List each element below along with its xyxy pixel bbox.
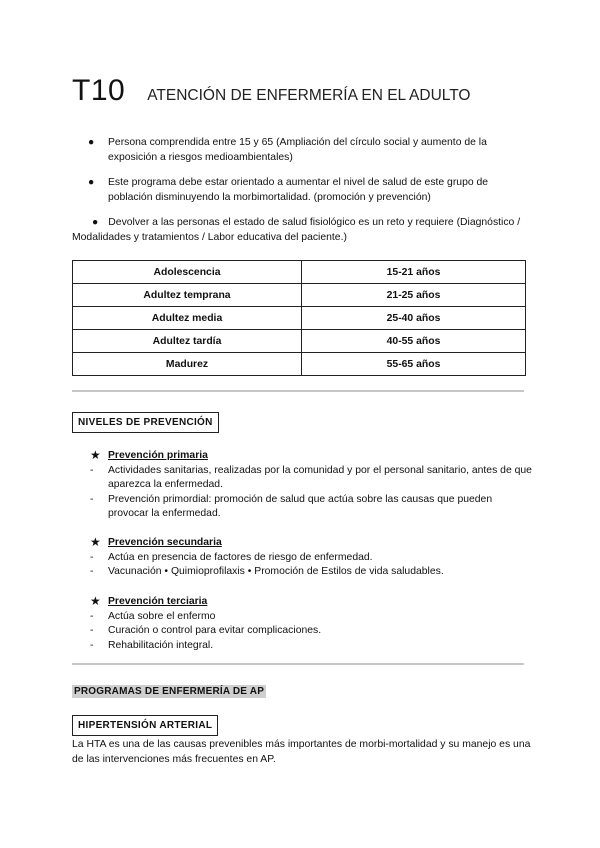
stage-cell: Adultez tardía xyxy=(73,330,302,353)
stage-cell: Adultez media xyxy=(73,307,302,330)
dash-icon: - xyxy=(90,493,94,505)
range-cell: 25-40 años xyxy=(302,307,526,330)
title-number: T10 xyxy=(72,74,126,107)
dash-icon: - xyxy=(90,566,94,577)
dash-icon: - xyxy=(90,639,94,651)
list-item: - Actúa sobre el enfermo xyxy=(72,610,532,625)
page-title xyxy=(72,74,470,108)
bullet-dot-icon: ● xyxy=(92,217,99,228)
title-text: ATENCIÓN DE ENFERMERÍA EN EL ADULTO xyxy=(147,87,471,104)
table-row xyxy=(73,330,526,353)
bullet-item xyxy=(72,216,527,245)
list-item: - Prevención primordial: promoción de salud que actúa sobre las causas que pueden provocar la enfermedad. xyxy=(90,493,493,519)
star-icon: ★ xyxy=(90,448,101,462)
tertiary-prevention-section xyxy=(72,595,532,653)
dash-icon: - xyxy=(90,610,94,622)
star-icon: ★ xyxy=(90,594,101,608)
dash-icon: - xyxy=(90,551,94,563)
list-item: - Actúa en presencia de factores de riesgo de enfermedad. xyxy=(72,551,532,566)
list-item: - Vacunación • Quimioprofilaxis • Promoción de Estilos de vida saludables. xyxy=(72,565,532,580)
table-row xyxy=(73,353,526,376)
range-cell: 15-21 años xyxy=(302,261,526,284)
table-row xyxy=(73,261,526,284)
table-row xyxy=(73,307,526,330)
hypertension-label: HIPERTENSIÓN ARTERIAL xyxy=(72,715,218,736)
star-icon: ★ xyxy=(90,535,101,549)
dash-icon: - xyxy=(90,464,94,476)
prevention-levels-label: NIVELES DE PREVENCIÓN xyxy=(72,412,219,433)
table-row xyxy=(73,284,526,307)
age-stages-table xyxy=(72,260,526,376)
dash-icon: - xyxy=(90,625,94,636)
range-cell: 55-65 años xyxy=(302,353,526,376)
section-divider xyxy=(72,663,524,665)
range-cell: 40-55 años xyxy=(302,330,526,353)
stage-cell: Adultez temprana xyxy=(73,284,302,307)
bullet-text: Persona comprendida entre 15 y 65 (Ampliación del círculo social y aumento de la exposición a riesgos medioambientales) xyxy=(108,137,487,163)
range-cell: 21-25 años xyxy=(302,284,526,307)
stage-cell: Adolescencia xyxy=(73,261,302,284)
primary-prevention-section xyxy=(72,449,532,522)
hypertension-paragraph: La HTA es una de las causas prevenibles más importantes de morbi-mortalidad y su manejo es una de las intervenciones más frecuentes en AP. xyxy=(72,739,531,765)
bullet-dot-icon: ● xyxy=(88,137,95,148)
bullet-item xyxy=(72,136,527,165)
bullet-text: Devolver a las personas el estado de salud fisiológico es un reto y requiere (Diagnóstico / Modalidades y tratamientos / Labor educativa del paciente.) xyxy=(72,217,521,243)
section-heading: ★ Prevención secundaria xyxy=(90,535,222,549)
list-item: - Actividades sanitarias, realizadas por la comunidad y por el personal sanitario, antes de que aparezca la enfermedad. xyxy=(90,464,532,490)
bullet-item xyxy=(72,176,527,205)
list-item: - Curación o control para evitar complicaciones. xyxy=(72,624,532,639)
section-heading: ★ Prevención terciaria xyxy=(90,594,208,608)
section-heading: ★ Prevención primaria xyxy=(90,448,208,462)
section-divider xyxy=(72,390,524,392)
bullet-text: Este programa debe estar orientado a aumentar el nivel de salud de este grupo de población disminuyendo la morbimortalidad. (promoción y prevención) xyxy=(108,177,489,203)
intro-bullets xyxy=(72,136,527,256)
bullet-dot-icon: ● xyxy=(88,177,95,188)
list-item: - Rehabilitación integral. xyxy=(72,639,532,654)
secondary-prevention-section xyxy=(72,536,532,580)
programs-heading: PROGRAMAS DE ENFERMERÍA DE AP xyxy=(74,686,265,697)
stage-cell: Madurez xyxy=(73,353,302,376)
